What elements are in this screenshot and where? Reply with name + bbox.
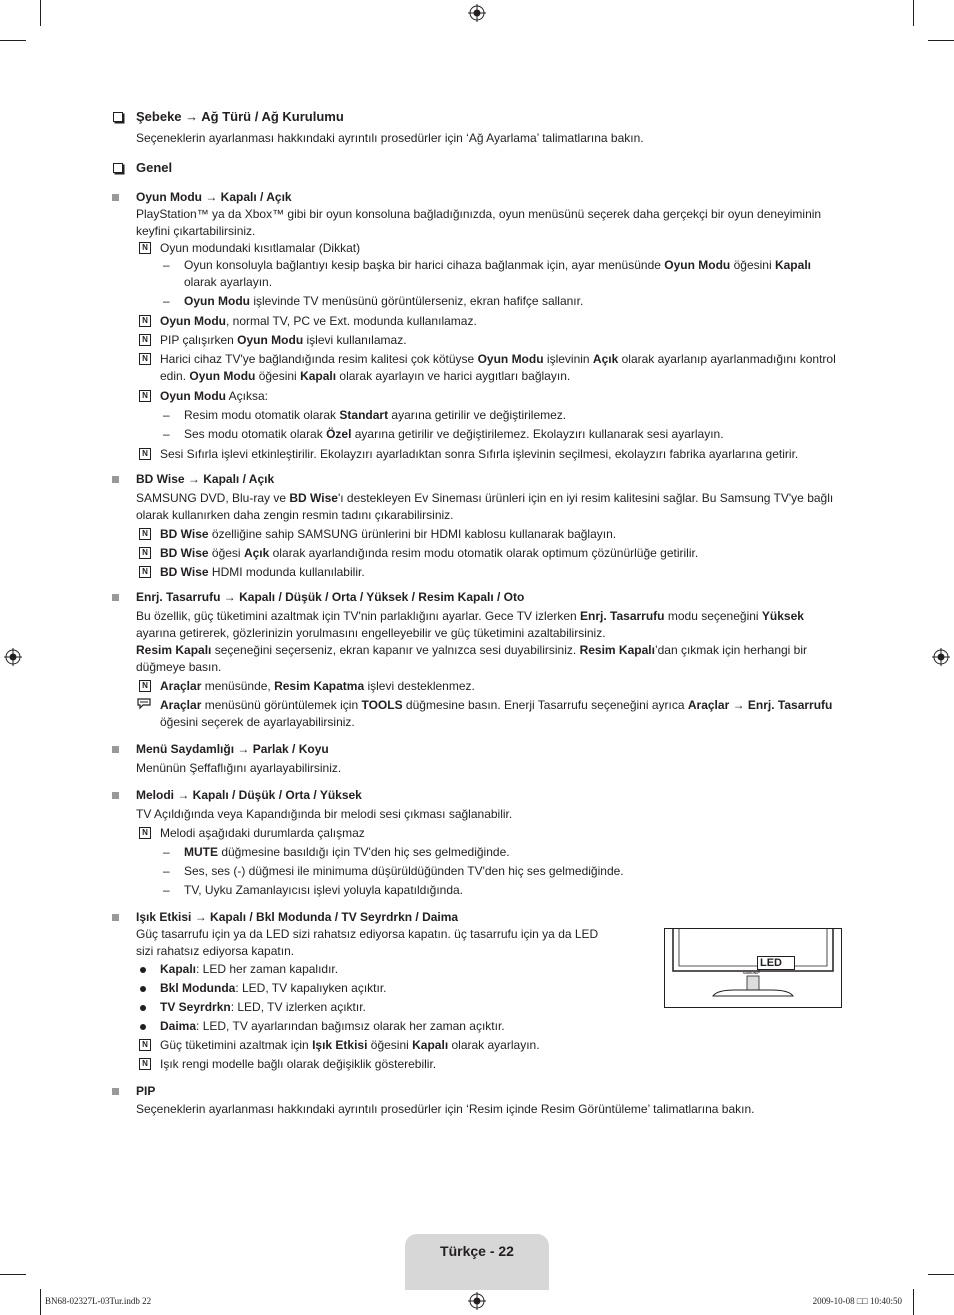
note-icon: N [139,448,151,460]
note-icon: N [139,547,151,559]
energy-saving-heading: Enrj. Tasarrufu → Kapalı / Düşük / Orta / Yüksek / Resim Kapalı / Oto [112,589,840,606]
list-item: TV Seyrdrkn: LED, TV izlerken açıktır. [112,999,840,1016]
bullet-icon [140,1024,146,1030]
note-item: N Araçlar menüsünde, Resim Kapatma işlevi desteklenmez. [112,678,840,695]
note-icon: N [139,353,151,365]
dash-item: – TV, Uyku Zamanlayıcısı işlevi yoluyla kapatıldığında. [163,883,464,897]
note-item: N Oyun modundaki kısıtlamalar (Dikkat) [112,240,840,257]
note-item: N BD Wise öğesi Açık olarak ayarlandığında resim modu otomatik olarak optimum çözünürlüğe getirilir. [112,545,840,562]
note-item: N Sesi Sıfırla işlevi etkinleştirilir. Ekolayzırı ayarladıktan sonra Sıfırla işlevinin seçilmesi, ekolayzırı fabrika ayarlarına getirir. [112,446,840,463]
bullet-icon [140,986,146,992]
square-bullet-icon [112,476,119,483]
melody-desc: TV Açıldığında veya Kapandığında bir melodi sesi çıkması sağlanabilir. [136,807,513,821]
note-icon: N [139,680,151,692]
crop-mark [0,1274,26,1275]
note-item: N Oyun Modu, normal TV, PC ve Ext. modunda kullanılamaz. [112,313,840,330]
crop-mark [928,1274,954,1275]
list-item: Kapalı: LED her zaman kapalıdır. [112,961,840,978]
square-bullet-icon [112,1088,119,1095]
dash-item: – Ses, ses (-) düğmesi ile minimuma düşürüldüğünden TV'den hiç ses gelmediğinde. [163,864,624,878]
bd-wise-desc: SAMSUNG DVD, Blu-ray ve BD Wise'ı destekleyen Ev Sineması ürünleri için en iyi resim kalitesini sağlar. Bu Samsung TV'ye bağlı olarak kullanırken daha zengin resmin tadını çıkarabilirsiniz. [136,491,834,522]
square-bullet-icon [112,194,119,201]
tools-icon [137,698,151,710]
crop-mark [913,1289,914,1315]
led-label: LED [757,956,795,970]
note-icon: N [139,334,151,346]
tools-tip: Araçlar menüsünü görüntülemek için TOOLS düğmesine basın. Enerji Tasarrufu seçeneğini ayrıca Araçlar → Enrj. Tasarrufu öğesini seçerek de ayarlayabilirsiniz. [112,697,840,731]
note-item: N Oyun Modu Açıksa: [112,388,840,405]
list-item: Bkl Modunda: LED, TV kapalıyken açıktır. [112,980,840,997]
section-network-heading: Şebeke → Ağ Türü / Ağ Kurulumu [112,108,840,126]
tv-led-illustration [664,928,842,1008]
note-item: N BD Wise özelliğine sahip SAMSUNG ürünlerini bir HDMI kablosu kullanarak bağlayın. [112,526,840,543]
print-slug-left: BN68-02327L-03Tur.indb 22 [45,1296,152,1306]
note-icon: N [139,390,151,402]
section-general-heading: Genel [112,159,840,177]
note-icon: N [139,1058,151,1070]
note-item: N Işık rengi modelle bağlı olarak değişiklik gösterebilir. [112,1056,840,1073]
note-icon: N [139,1039,151,1051]
print-slug-right: 2009-10-08 □□ 10:40:50 [812,1296,902,1306]
melody-heading: Melodi → Kapalı / Düşük / Orta / Yüksek [112,787,840,804]
note-icon: N [139,566,151,578]
dash-item: – Resim modu otomatik olarak Standart ayarına getirilir ve değiştirilemez. [163,408,567,422]
checkbox-icon [113,112,123,122]
section-network-desc: Seçeneklerin ayarlanması hakkındaki ayrıntılı prosedürler için ‘Ağ Ayarlama’ talimatlarına bakın. [136,131,644,145]
dash-item: – Oyun konsoluyla bağlantıyı kesip başka bir harici cihaza bağlanmak için, ayar menüsünde Oyun Modu öğesini Kapalı olarak ayarlayın. [163,258,811,289]
crop-mark [0,40,26,41]
pip-heading: PIP [112,1083,840,1100]
crop-mark [928,40,954,41]
brand-logo: SAMSUNG [743,971,759,975]
note-item: N Melodi aşağıdaki durumlarda çalışmaz [112,825,840,842]
crop-mark [40,1289,41,1315]
crop-mark [913,0,914,26]
square-bullet-icon [112,914,119,921]
note-item: N Güç tüketimini azaltmak için Işık Etkisi öğesini Kapalı olarak ayarlayın. [112,1037,840,1054]
note-icon: N [139,528,151,540]
note-item: N BD Wise HDMI modunda kullanılabilir. [112,564,840,581]
crop-mark [40,0,41,26]
dash-item: – Ses modu otomatik olarak Özel ayarına getirilir ve değiştirilemez. Ekolayzırı kullanarak sesi ayarlayın. [163,427,724,441]
note-item: N Harici cihaz TV'ye bağlandığında resim kalitesi çok kötüyse Oyun Modu işlevinin Açık olarak ayarlanıp ayarlanmadığını kontrol edin. Oyun Modu öğesini Kapalı olarak ayarlayın ve harici aygıtları bağlayın. [112,351,840,385]
bullet-icon [140,1005,146,1011]
menu-transparency-desc: Menünün Şeffaflığını ayarlayabilirsiniz. [136,761,342,775]
registration-mark-icon [468,1292,486,1310]
list-item: Daima: LED, TV ayarlarından bağımsız olarak her zaman açıktır. [112,1018,840,1035]
note-icon: N [139,827,151,839]
dash-item: – Oyun Modu işlevinde TV menüsünü görüntülerseniz, ekran hafifçe sallanır. [163,294,584,308]
square-bullet-icon [112,792,119,799]
tv-icon [665,929,841,1007]
pip-desc: Seçeneklerin ayarlanması hakkındaki ayrıntılı prosedürler için ‘Resim içinde Resim Görüntüleme’ talimatlarına bakın. [136,1102,755,1116]
bullet-icon [140,967,146,973]
light-effect-desc: Güç tasarrufu için ya da LED sizi rahatsız ediyorsa kapatın. üç tasarrufu için ya da LED sizi rahatsız ediyorsa kapatın. [136,927,599,958]
dash-item: – MUTE düğmesine basıldığı için TV'den hiç ses gelmediğinde. [163,845,510,859]
registration-mark-icon [932,648,950,666]
page-number-tab [405,1234,549,1290]
menu-transparency-heading: Menü Saydamlığı → Parlak / Koyu [112,741,840,758]
note-icon: N [139,242,151,254]
game-mode-desc: PlayStation™ ya da Xbox™ gibi bir oyun konsoluna bağladığınızda, oyun menüsünü seçerek daha gerçekçi bir oyun deneyiminin keyfini çıkartabilirsiniz. [136,207,822,238]
registration-mark-icon [4,648,22,666]
square-bullet-icon [112,746,119,753]
registration-mark-icon [468,4,486,22]
note-icon: N [139,315,151,327]
game-mode-heading: Oyun Modu → Kapalı / Açık [112,189,840,206]
checkbox-icon [113,163,123,173]
bd-wise-heading: BD Wise → Kapalı / Açık [112,471,840,488]
light-effect-heading: Işık Etkisi → Kapalı / Bkl Modunda / TV Seyrdrkn / Daima [112,909,840,926]
energy-saving-desc: Bu özellik, güç tüketimini azaltmak için TV'nin parlaklığını ayarlar. Gece TV izlerken Enrj. Tasarrufu modu seçeneğini Yüksek ayarına getirerek, gözlerinizin yorulmasını engelleyebilir ve güç tüketimini azaltabilirsiniz. [136,609,804,640]
note-item: N PIP çalışırken Oyun Modu işlevi kullanılamaz. [112,332,840,349]
page-number: Türkçe - 22 [440,1243,514,1259]
square-bullet-icon [112,594,119,601]
energy-saving-desc-2: Resim Kapalı seçeneğini seçerseniz, ekran kapanır ve yalnızca sesi duyabilirsiniz. Resim Kapalı’dan çıkmak için herhangi bir düğmeye basın. [136,643,808,674]
